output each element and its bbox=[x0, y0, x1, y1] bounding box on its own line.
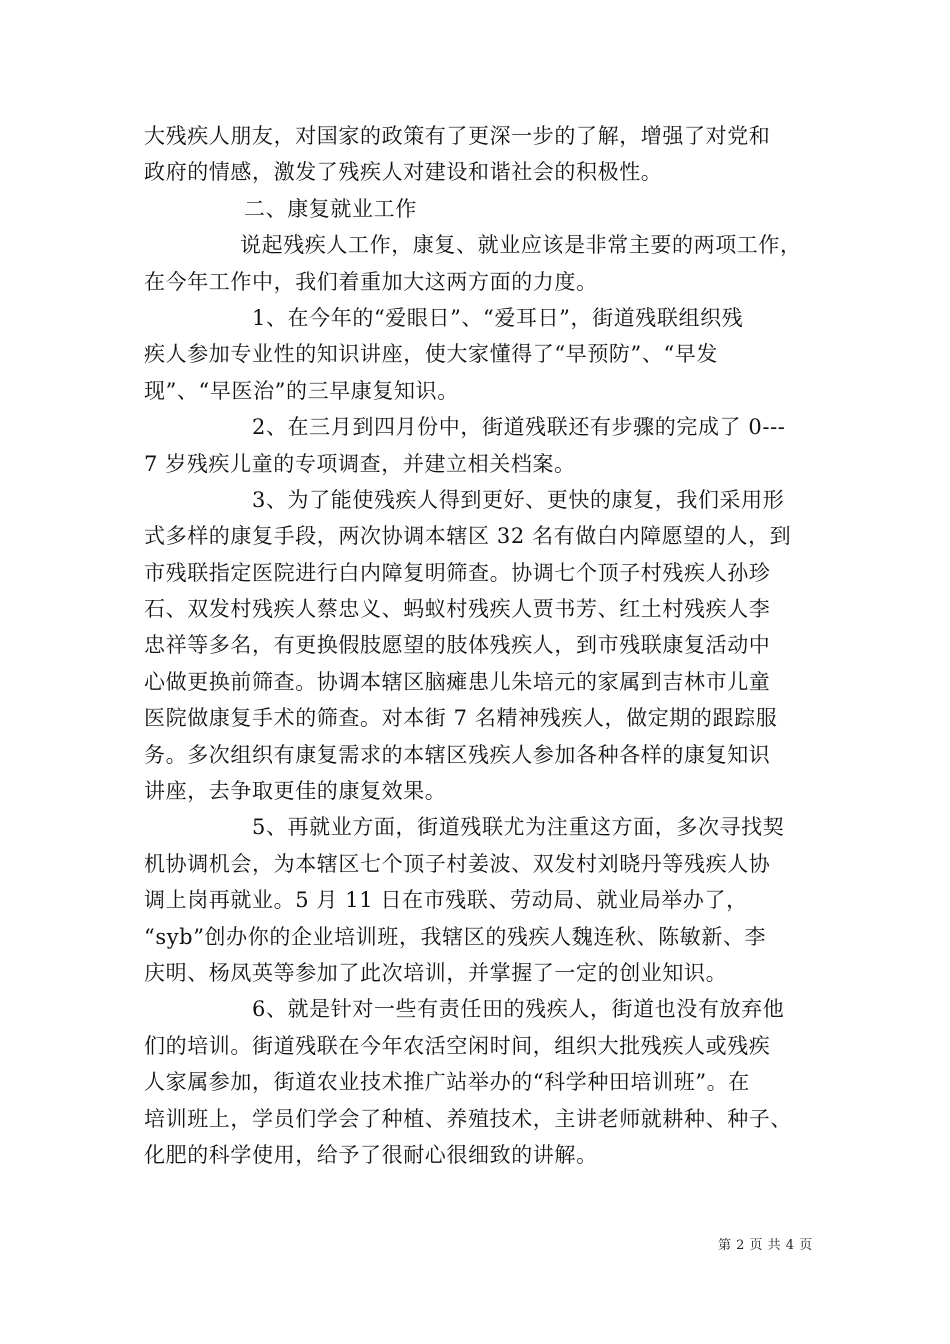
paragraph-line: 务。多次组织有康复需求的本辖区残疾人参加各种各样的康复知识 bbox=[144, 742, 771, 767]
paragraph-line: 讲座，去争取更佳的康复效果。 bbox=[144, 779, 447, 804]
paragraph-line: 石、双发村残疾人蔡忠义、蚂蚁村残疾人贾书芳、红土村残疾人李 bbox=[144, 597, 771, 622]
paragraph-line: 疾人参加专业性的知识讲座，使大家懂得了“早预防”、“早发 bbox=[144, 342, 719, 367]
paragraph-line: 机协调机会，为本辖区七个顶子村姜波、双发村刘晓丹等残疾人协 bbox=[144, 851, 771, 876]
paragraph-line: 6、就是针对一些有责任田的残疾人，街道也没有放弃他 bbox=[252, 997, 785, 1022]
paragraph-line: 们的培训。街道残联在今年农活空闲时间，组织大批残疾人或残疾 bbox=[144, 1033, 771, 1058]
paragraph-line: 化肥的科学使用，给予了很耐心很细致的讲解。 bbox=[144, 1142, 598, 1167]
paragraph-line: 人家属参加，街道农业技术推广站举办的“科学种田培训班”。在 bbox=[144, 1070, 750, 1095]
paragraph-line: 医院做康复手术的筛查。对本街 7 名精神残疾人，做定期的跟踪服 bbox=[144, 706, 778, 731]
paragraph-line: 大残疾人朋友，对国家的政策有了更深一步的了解，增强了对党和 bbox=[144, 124, 771, 148]
paragraph-line: 培训班上，学员们学会了种植、养殖技术，主讲老师就耕种、种子、 bbox=[144, 1106, 792, 1131]
paragraph-line: 调上岗再就业。5 月 11 日在市残联、劳动局、就业局举办了， bbox=[144, 888, 748, 913]
paragraph-line: 忠祥等多名，有更换假肢愿望的肢体残疾人，到市残联康复活动中 bbox=[144, 633, 771, 658]
paragraph-line: 心做更换前筛查。协调本辖区脑瘫患儿朱培元的家属到吉林市儿童 bbox=[144, 669, 771, 694]
paragraph-line: 2、在三月到四月份中，街道残联还有步骤的完成了 0--- bbox=[252, 415, 786, 440]
paragraph-line: 1、在今年的“爱眼日”、“爱耳日”，街道残联组织残 bbox=[252, 305, 744, 330]
paragraph-line: 5、再就业方面，街道残联尤为注重这方面，多次寻找契 bbox=[252, 815, 785, 840]
paragraph-line: 庆明、杨凤英等参加了此次培训，并掌握了一定的创业知识。 bbox=[144, 960, 728, 985]
page-number-footer: 第 2 页 共 4 页 bbox=[718, 1238, 813, 1253]
paragraph-line: 3、为了能使残疾人得到更好、更快的康复，我们采用形 bbox=[252, 487, 785, 512]
paragraph-line: 市残联指定医院进行白内障复明筛查。协调七个顶子村残疾人孙珍 bbox=[144, 560, 771, 585]
section-heading: 二、康复就业工作 bbox=[244, 196, 417, 221]
paragraph-line: 在今年工作中，我们着重加大这两方面的力度。 bbox=[144, 269, 598, 294]
paragraph-line: “syb”创办你的企业培训班，我辖区的残疾人魏连秋、陈敏新、李 bbox=[144, 924, 767, 949]
paragraph-line: 政府的情感，激发了残疾人对建设和谐社会的积极性。 bbox=[144, 160, 663, 185]
paragraph-line: 7 岁残疾儿童的专项调查，并建立相关档案。 bbox=[144, 451, 576, 476]
paragraph-line: 说起残疾人工作，康复、就业应该是非常主要的两项工作， bbox=[240, 233, 802, 258]
paragraph-line: 现”、“早医治”的三早康复知识。 bbox=[144, 378, 459, 403]
document-body bbox=[144, 118, 808, 1173]
paragraph-line: 式多样的康复手段，两次协调本辖区 32 名有做白内障愿望的人，到 bbox=[144, 524, 792, 549]
